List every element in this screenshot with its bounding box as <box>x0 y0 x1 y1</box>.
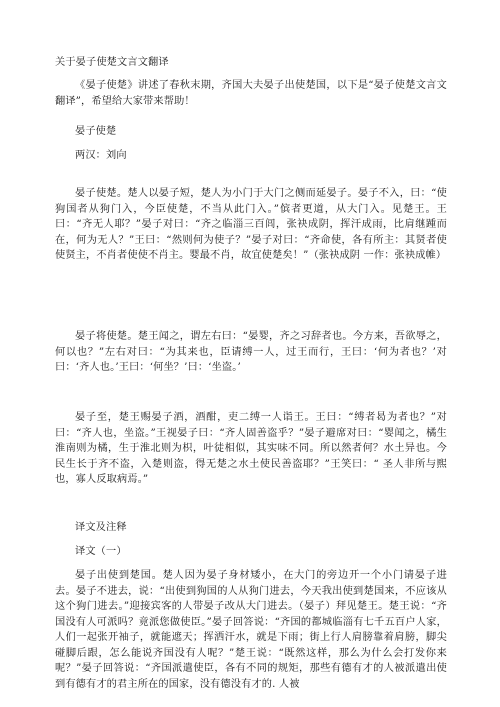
translation-paragraph-1: 晏子出使到楚国。楚人因为晏子身材矮小，在大门的旁边开一个小门请晏子进去。晏子不进去，说：“出使到狗国的人从狗门进去，今天我出使到楚国来，不应该从这个狗门进去。”迎接宾客的人带晏子改从大门进去。（晏子）拜见楚王。楚王说：“齐国没有人可派吗？竟派您做使臣。”晏子回答说：“齐国的都城临淄有七千五百户人家，人们一起张开袖子，就能遮天；挥洒汗水，就是下雨；街上行人肩膀靠着肩膀，脚尖碰脚后跟，怎么能说齐国没有人呢？”楚王说：“既然这样，那么为什么会打发你来呢？”晏子回答说：“齐国派遣使臣，各有不同的规矩，那些有德有才的人被派遣出使到有德有才的君主所在的国家，没有德没有才的. 人被 <box>55 570 447 690</box>
text-heading: 晏子使楚 <box>75 126 117 137</box>
intro-paragraph: 《晏子使楚》讲述了春秋末期，齐国大夫晏子出使楚国，以下是“晏子使楚文言文翻译”，希望给大家带来帮助！ <box>55 80 447 107</box>
subsection-heading: 译文（一） <box>75 546 127 557</box>
original-paragraph-3: 晏子至，楚王赐晏子酒，酒酣，吏二缚一人诣王。王曰：“缚者曷为者也？”对曰：“齐人也，坐盗。”王视晏子曰：“齐人固善盗乎？”晏子避席对曰：“婴闻之，橘生淮南则为橘，生于淮北则为枳，叶徒相似，其实味不同。所以然者何？水土异也。今民生长于齐不盗，入楚则盗，得无楚之水土使民善盗耶？”王笑曰：“ 圣人非所与熙也，寡人反取病焉。” <box>55 412 447 485</box>
author-line: 两汉：刘向 <box>75 150 127 161</box>
original-paragraph-2: 晏子将使楚。楚王闻之，谓左右曰：“晏婴，齐之习辞者也。今方来，吾欲辱之，何以也？”左右对曰：“为其来也，臣请缚一人，过王而行，王曰：‘何为者也？’对曰：‘齐人也。’王曰：‘何坐？’曰：‘坐盗。’ <box>55 331 447 373</box>
original-paragraph-1: 晏子使楚。楚人以晏子短，楚人为小门于大门之侧而延晏子。晏子不入，曰：“使狗国者从狗门入，今臣使楚，不当从此门入。”傧者更道，从大门入。见楚王。王曰：“齐无人耶？”晏子对曰：“齐之临淄三百闾，张袂成阴，挥汗成雨，比肩继踵而在，何为无人？”王曰：“然则何为使子？”晏子对曰：“齐命使，各有所主：其贤者使使贤主，不肖者使使不肖主。婴最不肖，故宜使楚矣！”（张袂成阴 一作：张袂成帷） <box>55 188 447 261</box>
document-title: 关于晏子使楚文言文翻译 <box>55 57 169 68</box>
section-heading: 译文及注释 <box>75 522 127 533</box>
